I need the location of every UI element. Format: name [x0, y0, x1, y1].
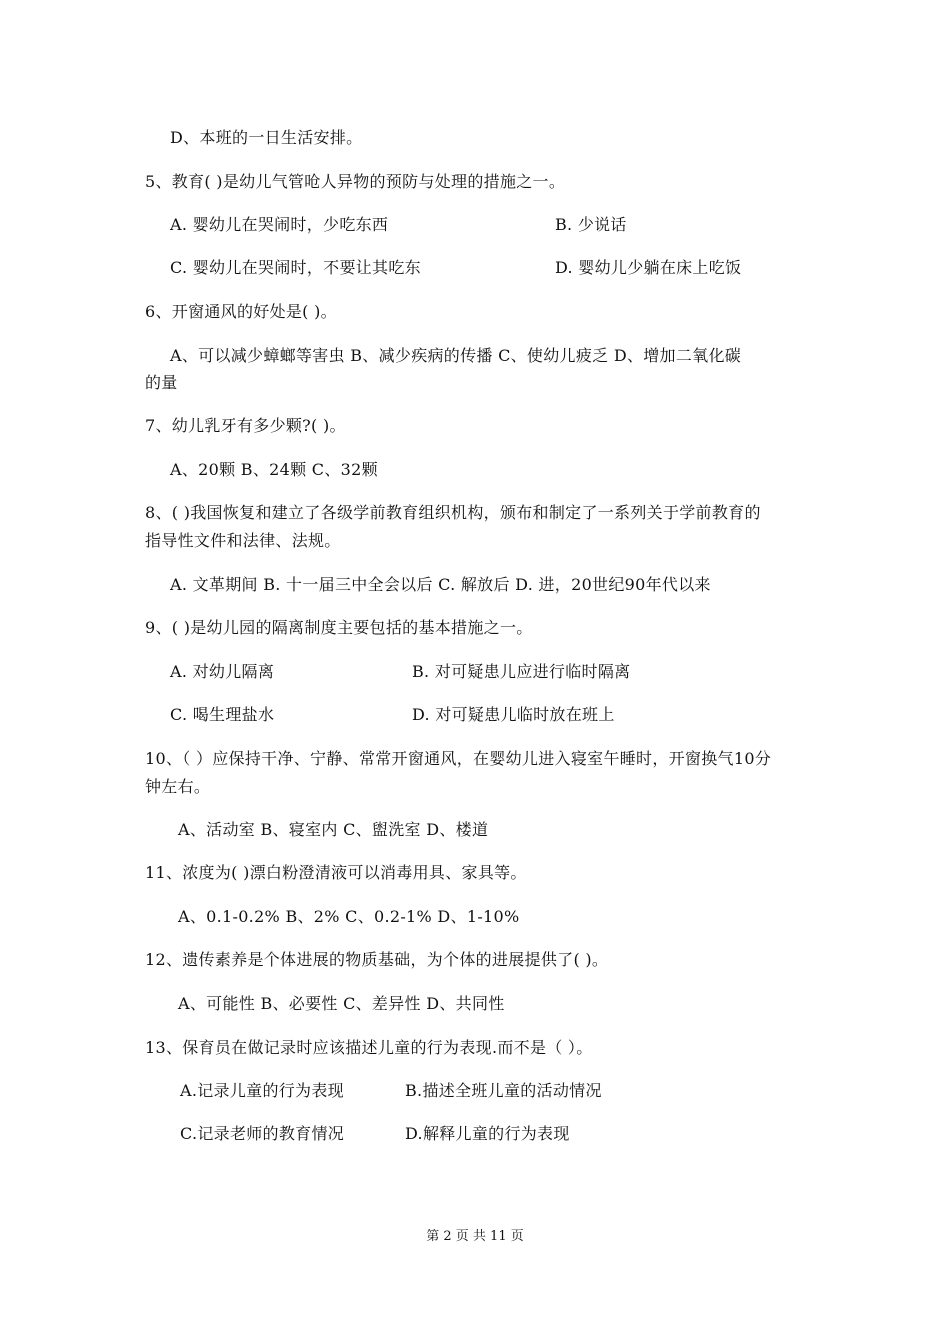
question-8-continued: 指导性文件和法律、法规。	[145, 531, 341, 550]
options-q8: A. 文革期间 B. 十一届三中全会以后 C. 解放后 D. 进，20世纪90年代以来	[170, 575, 711, 594]
question-13: 13、保育员在做记录时应该描述儿童的行为表现.而不是（ ）。	[145, 1038, 593, 1057]
options-q12: A、可能性 B、必要性 C、差异性 D、共同性	[178, 994, 505, 1013]
question-10-continued: 钟左右。	[145, 777, 211, 796]
question-11: 11、浓度为( )漂白粉澄清液可以消毒用具、家具等。	[145, 863, 527, 882]
option-c-q9: C. 喝生理盐水	[170, 705, 275, 724]
options-q11: A、0.1-0.2% B、2% C、0.2-1% D、1-10%	[178, 907, 520, 926]
option-d-q4: D、本班的一日生活安排。	[170, 128, 363, 147]
option-d-q9: D. 对可疑患儿临时放在班上	[412, 705, 615, 724]
question-8: 8、( )我国恢复和建立了各级学前教育组织机构，颁布和制定了一系列关于学前教育的	[145, 503, 761, 522]
option-b-q9: B. 对可疑患儿应进行临时隔离	[412, 662, 631, 681]
options-q7: A、20颗 B、24颗 C、32颗	[170, 460, 378, 479]
question-6: 6、开窗通风的好处是( )。	[145, 302, 337, 321]
page-number-footer: 第 2 页 共 11 页	[426, 1229, 524, 1244]
option-d-q5: D. 婴幼儿少躺在床上吃饭	[555, 258, 742, 277]
options-q10: A、活动室 B、寝室内 C、盥洗室 D、楼道	[178, 820, 489, 839]
options-q6: A、可以减少蟑螂等害虫 B、减少疾病的传播 C、使幼儿疲乏 D、增加二氧化碳	[170, 346, 742, 365]
option-d-q13: D.解释儿童的行为表现	[405, 1124, 570, 1143]
option-a-q5: A. 婴幼儿在哭闹时，少吃东西	[170, 215, 389, 234]
question-7: 7、幼儿乳牙有多少颗?( )。	[145, 416, 346, 435]
option-b-q13: B.描述全班儿童的活动情况	[405, 1081, 602, 1100]
question-9: 9、( )是幼儿园的隔离制度主要包括的基本措施之一。	[145, 618, 533, 637]
question-12: 12、遗传素养是个体进展的物质基础，为个体的进展提供了( )。	[145, 950, 609, 969]
option-c-q13: C.记录老师的教育情况	[180, 1124, 345, 1143]
question-10: 10、（ ）应保持干净、宁静、常常开窗通风，在婴幼儿进入寝室午睡时，开窗换气10分	[145, 749, 772, 768]
option-a-q9: A. 对幼儿隔离	[170, 662, 275, 681]
options-q6-continued: 的量	[145, 373, 178, 392]
option-c-q5: C. 婴幼儿在哭闹时，不要让其吃东	[170, 258, 421, 277]
option-a-q13: A.记录儿童的行为表现	[180, 1081, 344, 1100]
option-b-q5: B. 少说话	[555, 215, 627, 234]
question-5: 5、教育( )是幼儿气管呛人异物的预防与处理的措施之一。	[145, 172, 566, 191]
